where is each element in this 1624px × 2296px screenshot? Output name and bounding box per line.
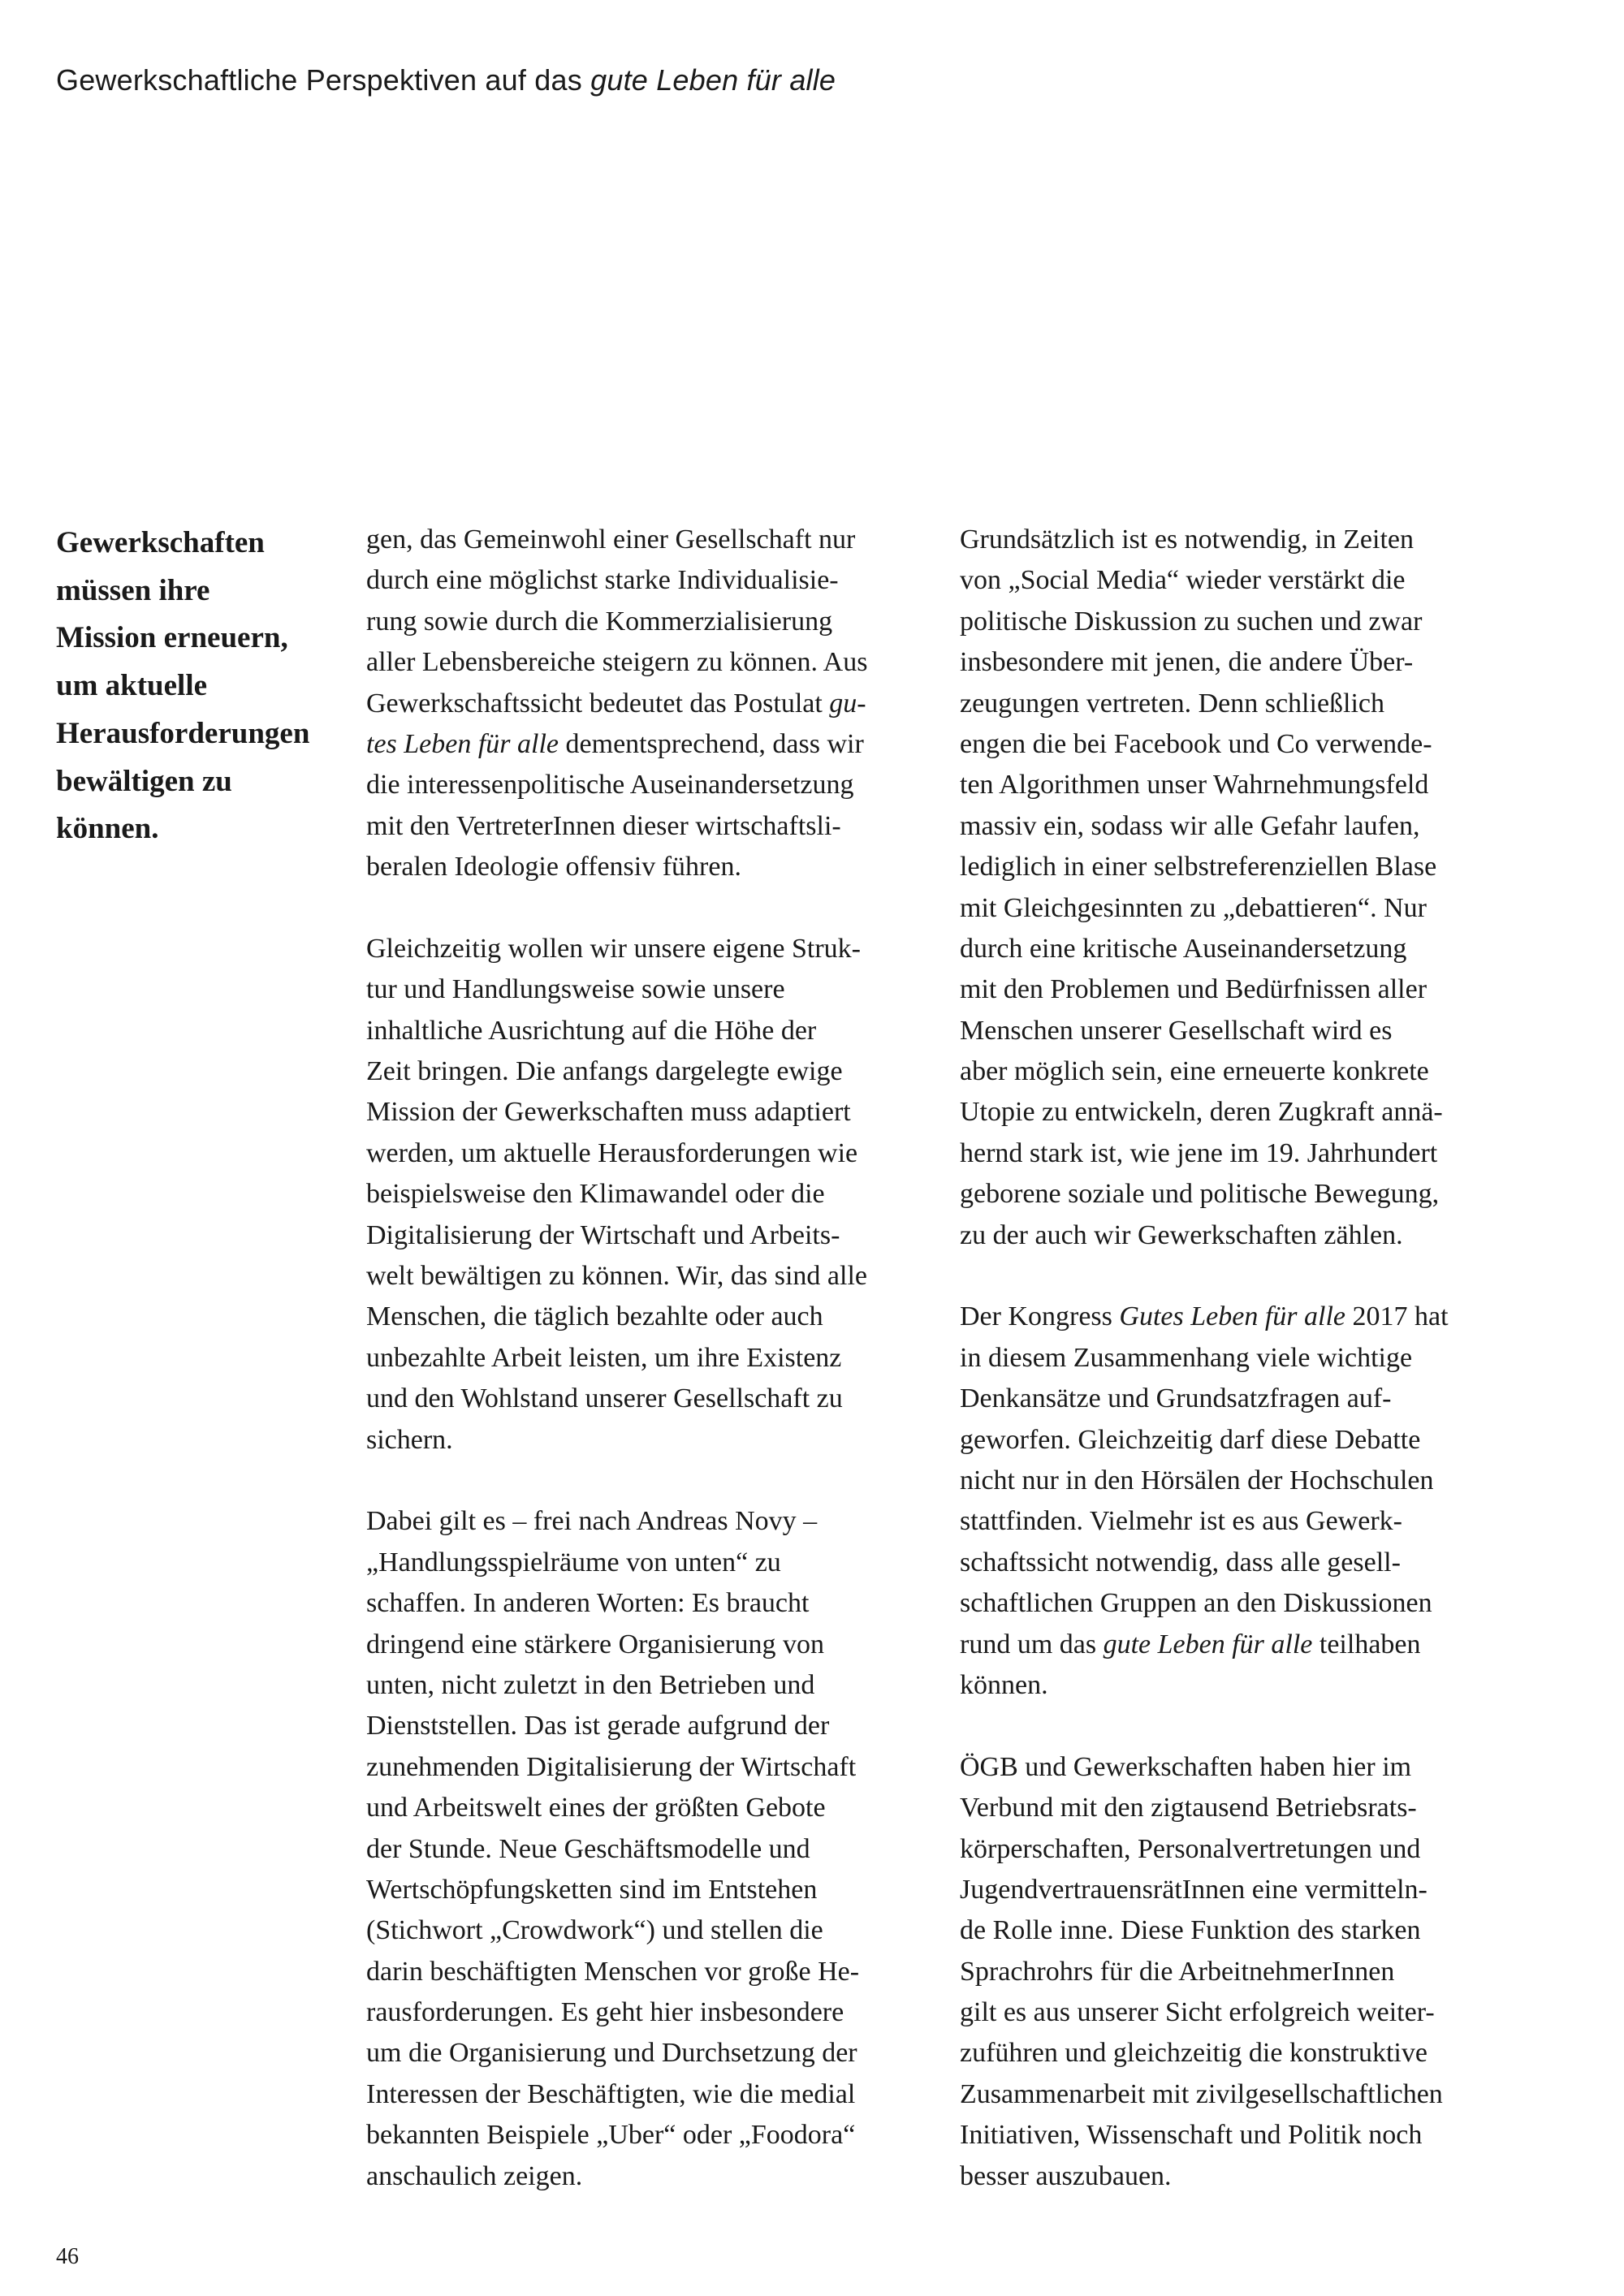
body-column-1 [366,520,935,2197]
text-line: bekannten Beispiele „Uber“ oder „Foodora“ [366,2120,856,2151]
text-line: schaffen. In anderen Worten: Es braucht [366,1588,810,1619]
text-line: hernd stark ist, wie jene im 19. Jahrhundert [960,1137,1438,1168]
text-line: die interessenpolitische Auseinandersetzung [366,770,854,801]
running-header [56,63,836,97]
text-line: und den Wohlstand unserer Gesellschaft zu [366,1383,843,1414]
text-line: de Rolle inne. Diese Funktion des starken [960,1915,1421,1946]
text-line: Dienststellen. Das ist gerade aufgrund der [366,1711,830,1741]
text-line: Menschen, die täglich bezahlte oder auch [366,1301,823,1332]
pull-quote-line: um aktuelle [56,669,208,703]
text-line: von „Social Media“ wieder verstärkt die [960,565,1406,596]
text-line: insbesondere mit jenen, die andere Über- [960,647,1414,678]
body-column-2 [960,520,1512,2197]
text-line: werden, um aktuelle Herausforderungen wie [366,1137,858,1168]
text-line: darin beschäftigten Menschen vor große He- [366,1956,860,1987]
text-line: Mission der Gewerkschaften muss adaptiert [366,1097,851,1128]
text-line: Initiativen, Wissenschaft und Politik noch [960,2120,1423,2151]
paragraph-spacer [960,1706,1512,1746]
pull-quote-line: Gewerkschaften [56,526,265,559]
text-line: beralen Ideologie offensiv führen. [366,852,741,883]
paragraph-spacer [366,888,935,929]
paragraph-spacer [366,1461,935,1501]
text-line: besser auszubauen. [960,2160,1172,2191]
text-line: Gleichzeitig wollen wir unsere eigene Struk- [366,933,861,964]
text-line: schaftlichen Gruppen an den Diskussionen [960,1588,1432,1619]
text-line: gilt es aus unserer Sicht erfolgreich weiter- [960,1997,1435,2028]
text-line: JugendvertrauensrätInnen eine vermitteln- [960,1874,1427,1905]
text-line [960,1625,1512,1665]
text-run: rund um das [960,1629,1104,1659]
text-line: in diesem Zusammenhang viele wichtige [960,1342,1413,1373]
text-line: schaftssicht notwendig, dass alle gesell- [960,1547,1401,1577]
text-line: der Stunde. Neue Geschäftsmodelle und [366,1833,810,1864]
text-line: und Arbeitswelt eines der größten Gebote [366,1793,826,1823]
text-line: ÖGB und Gewerkschaften haben hier im [960,1751,1412,1782]
running-header-text: Gewerkschaftliche Perspektiven auf das [56,63,591,97]
text-line: Zusammenarbeit mit zivilgesellschaftlichen [960,2078,1443,2109]
text-line: beispielsweise den Klimawandel oder die [366,1179,825,1210]
text-line: körperschaften, Personalvertretungen und [960,1833,1421,1864]
italic-text-run: gu- [829,688,866,719]
pull-quote [56,520,356,853]
pull-quote-line: können. [56,812,159,846]
text-run: 2017 hat [1345,1301,1449,1332]
pull-quote-line: Mission erneuern, [56,621,288,655]
text-line: durch eine möglichst starke Individualisie- [366,565,839,596]
text-line: geworfen. Gleichzeitig darf diese Debatte [960,1424,1421,1455]
text-line: Wertschöpfungsketten sind im Entstehen [366,1874,818,1905]
italic-text-run: tes Leben für alle [366,728,559,759]
text-line: zuführen und gleichzeitig die konstruktive [960,2038,1427,2069]
page-number: 46 [56,2244,79,2269]
text-line: inhaltliche Ausrichtung auf die Höhe der [366,1015,817,1046]
text-line: rausforderungen. Es geht hier insbesondere [366,1997,844,2028]
text-line: „Handlungsspielräume von unten“ zu [366,1547,781,1577]
text-line: mit den VertreterInnen dieser wirtschaftsli- [366,810,841,841]
text-line: tur und Handlungsweise sowie unsere [366,974,785,1005]
text-line: Verbund mit den zigtausend Betriebsrats- [960,1793,1417,1823]
pull-quote-line: müssen ihre [56,573,210,607]
text-line: (Stichwort „Crowdwork“) und stellen die [366,1915,823,1946]
text-line: geborene soziale und politische Bewegung, [960,1179,1440,1210]
text-line: unbezahlte Arbeit leisten, um ihre Existenz [366,1342,842,1373]
text-line: politische Diskussion zu suchen und zwar [960,606,1423,637]
paragraph-spacer [960,1256,1512,1297]
text-line [960,1297,1512,1337]
text-line: können. [960,1669,1048,1700]
text-line: Utopie zu entwickeln, deren Zugkraft annä- [960,1097,1443,1128]
text-line: um die Organisierung und Durchsetzung der [366,2038,857,2069]
text-line: zunehmenden Digitalisierung der Wirtschaft [366,1751,857,1782]
text-line: Sprachrohrs für die ArbeitnehmerInnen [960,1956,1395,1987]
text-line: Zeit bringen. Die anfangs dargelegte ewige [366,1056,843,1087]
italic-text-run: Gutes Leben für alle [1119,1301,1345,1332]
text-line: aber möglich sein, eine erneuerte konkrete [960,1056,1429,1087]
text-line: gen, das Gemeinwohl einer Gesellschaft nur [366,524,856,555]
text-line: Dabei gilt es – frei nach Andreas Novy – [366,1506,818,1537]
text-line: Interessen der Beschäftigten, wie die medial [366,2078,856,2109]
text-line: zeugungen vertreten. Denn schließlich [960,688,1385,719]
text-line: zu der auch wir Gewerkschaften zählen. [960,1219,1403,1250]
running-header-italic: gute Leben für alle [590,63,836,97]
text-line: durch eine kritische Auseinandersetzung [960,933,1407,964]
text-line [366,724,935,765]
text-line: Grundsätzlich ist es notwendig, in Zeiten [960,524,1414,555]
text-line: aller Lebensbereiche steigern zu können. Aus [366,647,868,678]
text-line: anschaulich zeigen. [366,2160,583,2191]
text-run: dementsprechend, dass wir [559,728,864,759]
text-line: massiv ein, sodass wir alle Gefahr laufen, [960,810,1420,841]
text-line: unten, nicht zuletzt in den Betrieben und [366,1669,815,1700]
text-run: Gewerkschaftssicht bedeutet das Postulat [366,688,830,719]
pull-quote-line: bewältigen zu [56,764,232,798]
text-line: stattfinden. Vielmehr ist es aus Gewerk- [960,1506,1402,1537]
text-line: ten Algorithmen unser Wahrnehmungsfeld [960,770,1429,801]
text-line: mit den Problemen und Bedürfnissen aller [960,974,1427,1005]
text-line: sichern. [366,1424,453,1455]
text-line: Denkansätze und Grundsatzfragen auf- [960,1383,1392,1414]
text-run: teilhaben [1312,1629,1421,1659]
italic-text-run: gute Leben für alle [1103,1629,1313,1659]
text-line: Menschen unserer Gesellschaft wird es [960,1015,1393,1046]
text-line: mit Gleichgesinnten zu „debattieren“. Nur [960,892,1427,923]
pull-quote-line: Herausforderungen [56,716,310,750]
text-line: nicht nur in den Hörsälen der Hochschulen [960,1465,1434,1495]
text-line: lediglich in einer selbstreferenziellen Blase [960,852,1437,883]
text-line: Digitalisierung der Wirtschaft und Arbeits- [366,1219,840,1250]
text-line: rung sowie durch die Kommerzialisierung [366,606,833,637]
text-run: Der Kongress [960,1301,1120,1332]
text-line: engen die bei Facebook und Co verwende- [960,728,1432,759]
text-line: dringend eine stärkere Organisierung von [366,1629,824,1659]
text-line [366,684,935,724]
text-line: welt bewältigen zu können. Wir, das sind alle [366,1261,867,1292]
